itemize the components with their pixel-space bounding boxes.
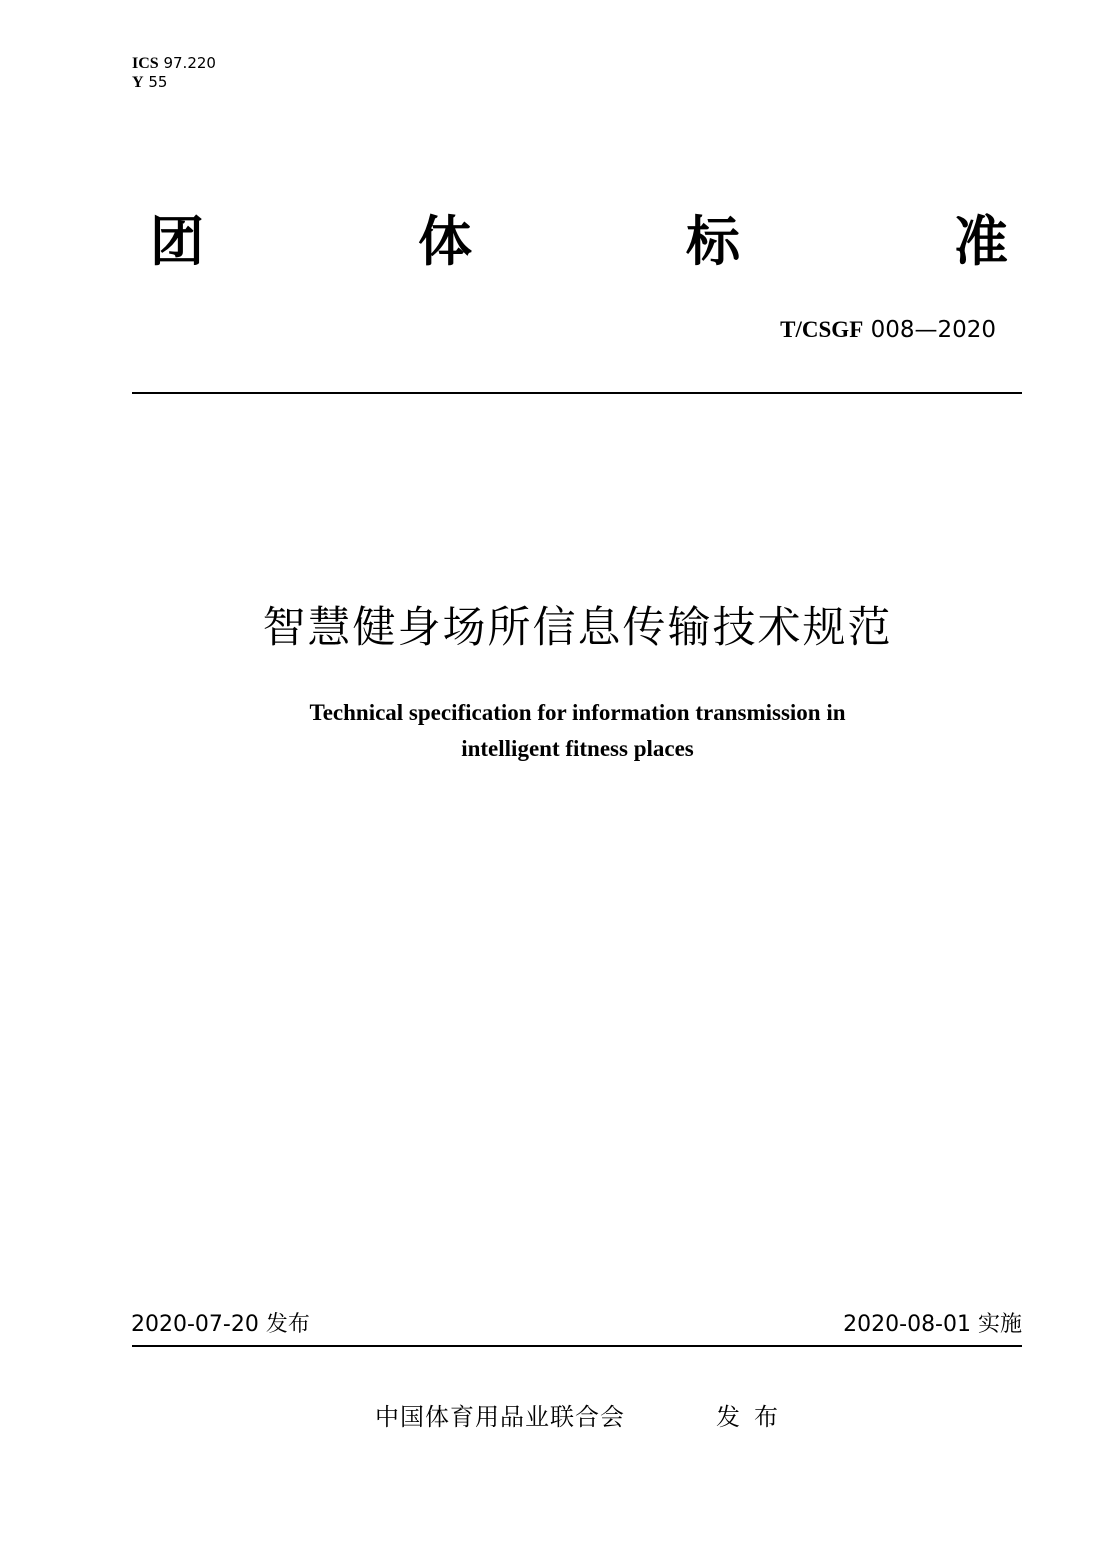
- ics-label: ICS: [132, 55, 159, 72]
- header-divider: [132, 392, 1022, 394]
- ccs-code: [132, 73, 167, 92]
- english-title-line-1: Technical specification for information transmission in: [309, 700, 846, 725]
- ics-code: [132, 54, 216, 73]
- heading-char: 体: [418, 210, 472, 273]
- chinese-title: 智慧健身场所信息传输技术规范: [262, 603, 893, 653]
- heading-char: 标: [686, 210, 740, 273]
- issue-date: 2020-07-20 发布: [131, 1312, 310, 1337]
- implementation-date: 2020-08-01 实施: [843, 1312, 1022, 1337]
- publisher-action: 发布: [716, 1403, 792, 1431]
- ics-value: 97.220: [163, 54, 216, 72]
- heading-char: 团: [150, 210, 204, 273]
- standard-number: [780, 316, 996, 344]
- footer-divider: [132, 1345, 1022, 1347]
- ccs-value: 55: [148, 73, 168, 91]
- standard-number-prefix: T/CSGF: [780, 317, 864, 342]
- publisher-name: 中国体育用品业联合会: [375, 1403, 625, 1431]
- document-type-heading: [150, 206, 1008, 278]
- english-title-line-2: intelligent fitness places: [461, 736, 694, 761]
- standard-number-suffix: 008—2020: [870, 317, 996, 343]
- ccs-label: Y: [132, 74, 144, 91]
- heading-char: 准: [954, 210, 1008, 273]
